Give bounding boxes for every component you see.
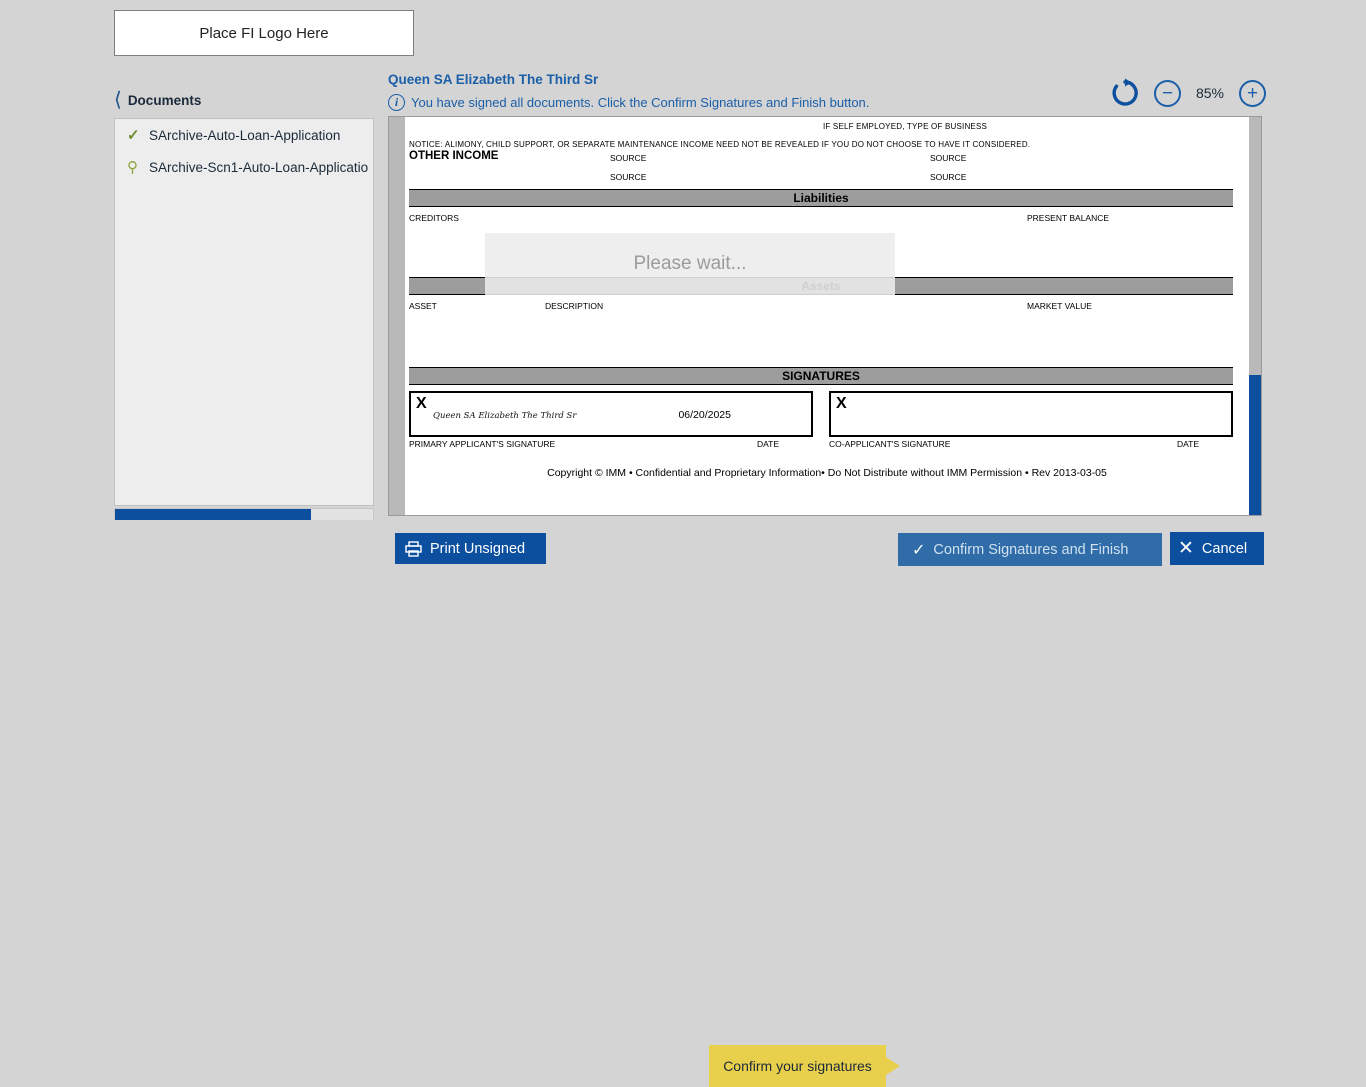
info-icon: i [388, 94, 405, 111]
please-wait-text: Please wait... [633, 253, 747, 274]
print-unsigned-label: Print Unsigned [430, 540, 526, 557]
documents-list[interactable] [114, 118, 374, 506]
documents-back-nav[interactable] [114, 90, 201, 110]
confirm-signatures-button[interactable] [898, 533, 1162, 566]
source-label: SOURCE [610, 153, 647, 163]
signature-x-mark: X [416, 395, 427, 412]
zoom-controls [1110, 78, 1266, 108]
list-item[interactable] [115, 151, 373, 183]
market-value-label: MARKET VALUE [1027, 301, 1092, 311]
printer-icon [405, 541, 422, 557]
confirm-signatures-callout [709, 1045, 886, 1087]
alimony-notice: NOTICE: ALIMONY, CHILD SUPPORT, OR SEPARATE MAINTENANCE INCOME NEED NOT BE REVEALED IF YOU DO NOT CHOOSE TO HAVE IT CONSIDERED. [409, 140, 1031, 149]
print-unsigned-button[interactable] [395, 533, 546, 564]
primary-date-label: DATE [757, 439, 780, 449]
coapplicant-signature-box[interactable] [829, 391, 1233, 437]
callout-text: Confirm your signatures [723, 1058, 872, 1074]
logo-band [0, 0, 1366, 62]
asset-label: ASSET [409, 301, 437, 311]
primary-signature-date: 06/20/2025 [678, 409, 731, 421]
present-balance-label: PRESENT BALANCE [1027, 213, 1110, 223]
coapplicant-date-label: DATE [1177, 439, 1200, 449]
callout-pointer [886, 1057, 900, 1075]
check-icon: ✓ [912, 541, 926, 559]
refresh-icon[interactable] [1110, 78, 1140, 108]
page-copyright: Copyright © IMM • Confidential and Proprietary Information• Do Not Distribute without IMM Permission • Rev 2013-03-05 [547, 467, 1107, 479]
list-item[interactable] [115, 119, 373, 151]
other-income-label: OTHER INCOME [409, 150, 499, 162]
documents-title: Documents [127, 92, 202, 108]
status-message: You have signed all documents. Click the Confirm Signatures and Finish button. [411, 95, 870, 110]
zoom-level: 85% [1195, 85, 1225, 101]
page-frame[interactable] [388, 116, 1262, 516]
cancel-button[interactable] [1170, 532, 1264, 565]
document-viewer [388, 62, 1266, 520]
fi-logo-placeholder [114, 10, 414, 56]
confirm-signatures-label: Confirm Signatures and Finish [933, 541, 1129, 558]
source-label: SOURCE [930, 172, 967, 182]
check-icon: ✓ [127, 127, 140, 144]
signatures-section-band: SIGNATURES [409, 367, 1233, 385]
creditors-label: CREDITORS [409, 213, 459, 223]
document-name: SArchive-Auto-Loan-Application [149, 127, 341, 143]
primary-signature-text: Queen SA Elizabeth The Third Sr [433, 411, 577, 421]
primary-signature-label: PRIMARY APPLICANT'S SIGNATURE [409, 439, 556, 449]
magnifier-icon: ⚲ [127, 159, 138, 176]
primary-signature-box[interactable] [409, 391, 813, 437]
please-wait-overlay [485, 233, 895, 295]
cancel-label: Cancel [1201, 540, 1248, 557]
action-bar [0, 520, 1366, 1074]
document-name: SArchive-Scn1-Auto-Loan-Applicatio [149, 159, 369, 175]
viewer-document-title: Queen SA Elizabeth The Third Sr [388, 72, 599, 87]
coapplicant-signature-label: CO-APPLICANT'S SIGNATURE [829, 439, 951, 449]
self-employed-note: IF SELF EMPLOYED, TYPE OF BUSINESS [823, 122, 988, 131]
zoom-in-button[interactable]: + [1239, 80, 1266, 107]
zoom-out-button[interactable]: − [1154, 80, 1181, 107]
chevron-left-icon[interactable]: ⟨ [114, 89, 122, 111]
source-label: SOURCE [930, 153, 967, 163]
document-page [405, 117, 1249, 516]
liabilities-section-band: Liabilities [409, 189, 1233, 207]
close-icon: ✕ [1178, 538, 1194, 559]
fi-logo-placeholder-text: Place FI Logo Here [199, 24, 329, 42]
signature-x-mark: X [836, 395, 847, 412]
source-label: SOURCE [610, 172, 647, 182]
description-label: DESCRIPTION [545, 301, 604, 311]
documents-panel [114, 62, 376, 520]
